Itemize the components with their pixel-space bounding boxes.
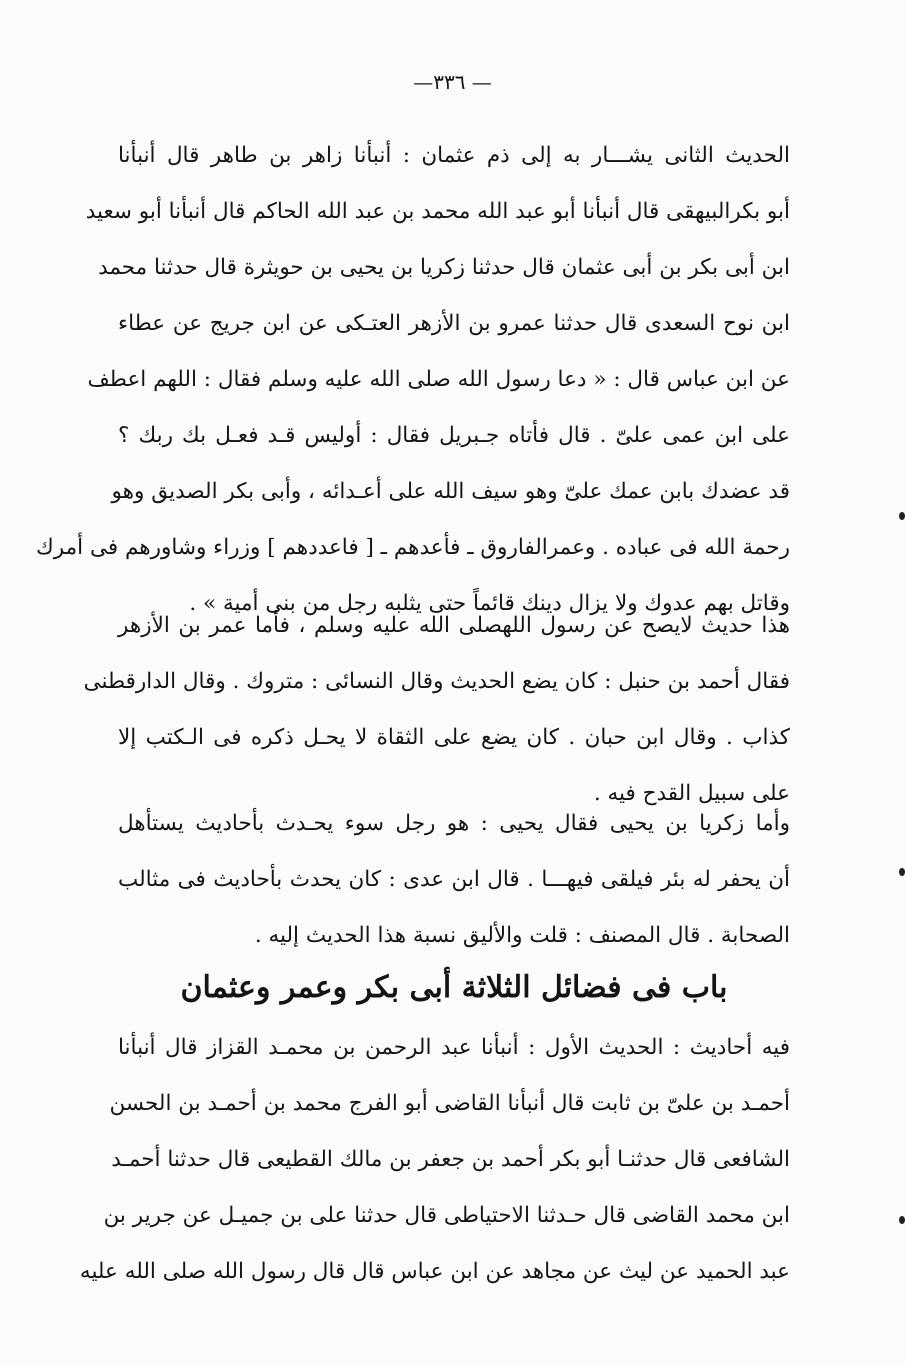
- text-line: ابن نوح السعدى قال حدثنا عمرو بن الأزهر العتـكى عن ابن جريج عن عطاء: [118, 311, 790, 336]
- page-number: —٣٣٦ —: [413, 70, 492, 94]
- text-line: ابن محمد القاضى قال حـدثنا الاحتياطى قال حدثنا على بن جميـل عن جرير بن: [103, 1203, 790, 1228]
- text-line: فقال أحمد بن حنبل : كان يضع الحديث وقال النسائى : متروك . وقال الدارقطنى: [83, 669, 790, 694]
- section-heading: باب فى فضائل الثلاثة أبى بكر وعمر وعثمان: [180, 970, 728, 1005]
- text-line: الحديث الثانى يشـــار به إلى ذم عثمان : أنبأنا زاهر بن طاهر قال أنبأنا: [118, 143, 790, 168]
- text-line: الصحابة . قال المصنف : قلت والأليق نسبة هذا الحديث إليه .: [254, 923, 790, 948]
- text-line: قد عضدك بابن عمك علىّ وهو سيف الله على أعـدائه ، وأبى بكر الصديق وهو: [111, 479, 790, 504]
- scan-margin-mark: [899, 512, 905, 520]
- paragraph-commentary: [83, 598, 790, 822]
- paragraph-zakariya: [118, 796, 790, 964]
- text-line: على سبيل القدح فيه .: [593, 781, 790, 806]
- text-line: أحمـد بن علىّ بن ثابت قال أنبأنا القاضى أبو الفرج محمد بن أحمـد بن الحسن: [109, 1091, 790, 1116]
- scan-margin-mark: [899, 1216, 905, 1224]
- text-line: على ابن عمى علىّ . قال فأتاه جـبريل فقال : أوليس قـد فعـل بك ربك ؟: [118, 423, 790, 448]
- text-line: رحمة الله فى عباده . وعمرالفاروق ـ فأعدهم ـ [ فاعددهم ] وزراء وشاورهم فى أمرك: [36, 535, 790, 560]
- scan-margin-mark: [899, 868, 905, 876]
- text-line: فيه أحاديث : الحديث الأول : أنبأنا عبد الرحمن بن محمـد القزاز قال أنبأنا: [118, 1035, 790, 1060]
- text-line: ابن أبى بكر بن أبى عثمان قال حدثنا زكريا بن يحيى بن حويثرة قال حدثنا محمد: [98, 255, 790, 280]
- text-line: وقاتل بهم عدوك ولا يزال دينك قائماً حتى يثلبه رجل من بنى أمية » .: [189, 591, 790, 616]
- paragraph-hadith-two: [36, 128, 790, 632]
- text-line: الشافعى قال حدثنـا أبو بكر أحمد بن جعفر بن مالك القطيعى قال حدثنا أحمـد: [111, 1147, 790, 1172]
- text-line: هذا حديث لايصح عن رسول اللهصلى الله عليه وسلم ، فأما عمر بن الأزهر: [118, 613, 790, 638]
- text-line: أن يحفر له بئر فيلقى فيهـــا . قال ابن عدى : كان يحدث بأحاديث فى مثالب: [118, 867, 790, 892]
- text-line: عن ابن عباس قال : « دعا رسول الله صلى الله عليه وسلم فقال : اللهم اعطف: [87, 367, 790, 392]
- text-line: كذاب . وقال ابن حبان . كان يضع على الثقاة لا يحـل ذكره فى الـكتب إلا: [118, 725, 790, 750]
- text-line: عبد الحميد عن ليث عن مجاهد عن ابن عباس قال قال رسول الله صلى الله عليه: [79, 1259, 790, 1284]
- text-line: أبو بكرالبيهقى قال أنبأنا أبو عبد الله محمد بن عبد الله الحاكم قال أنبأنا أبو سعيد: [85, 199, 790, 224]
- paragraph-hadith-one: [79, 1020, 790, 1300]
- text-line: وأما زكريا بن يحيى فقال يحيى : هو رجل سوء يحـدث بأحاديث يستأهل: [118, 811, 790, 836]
